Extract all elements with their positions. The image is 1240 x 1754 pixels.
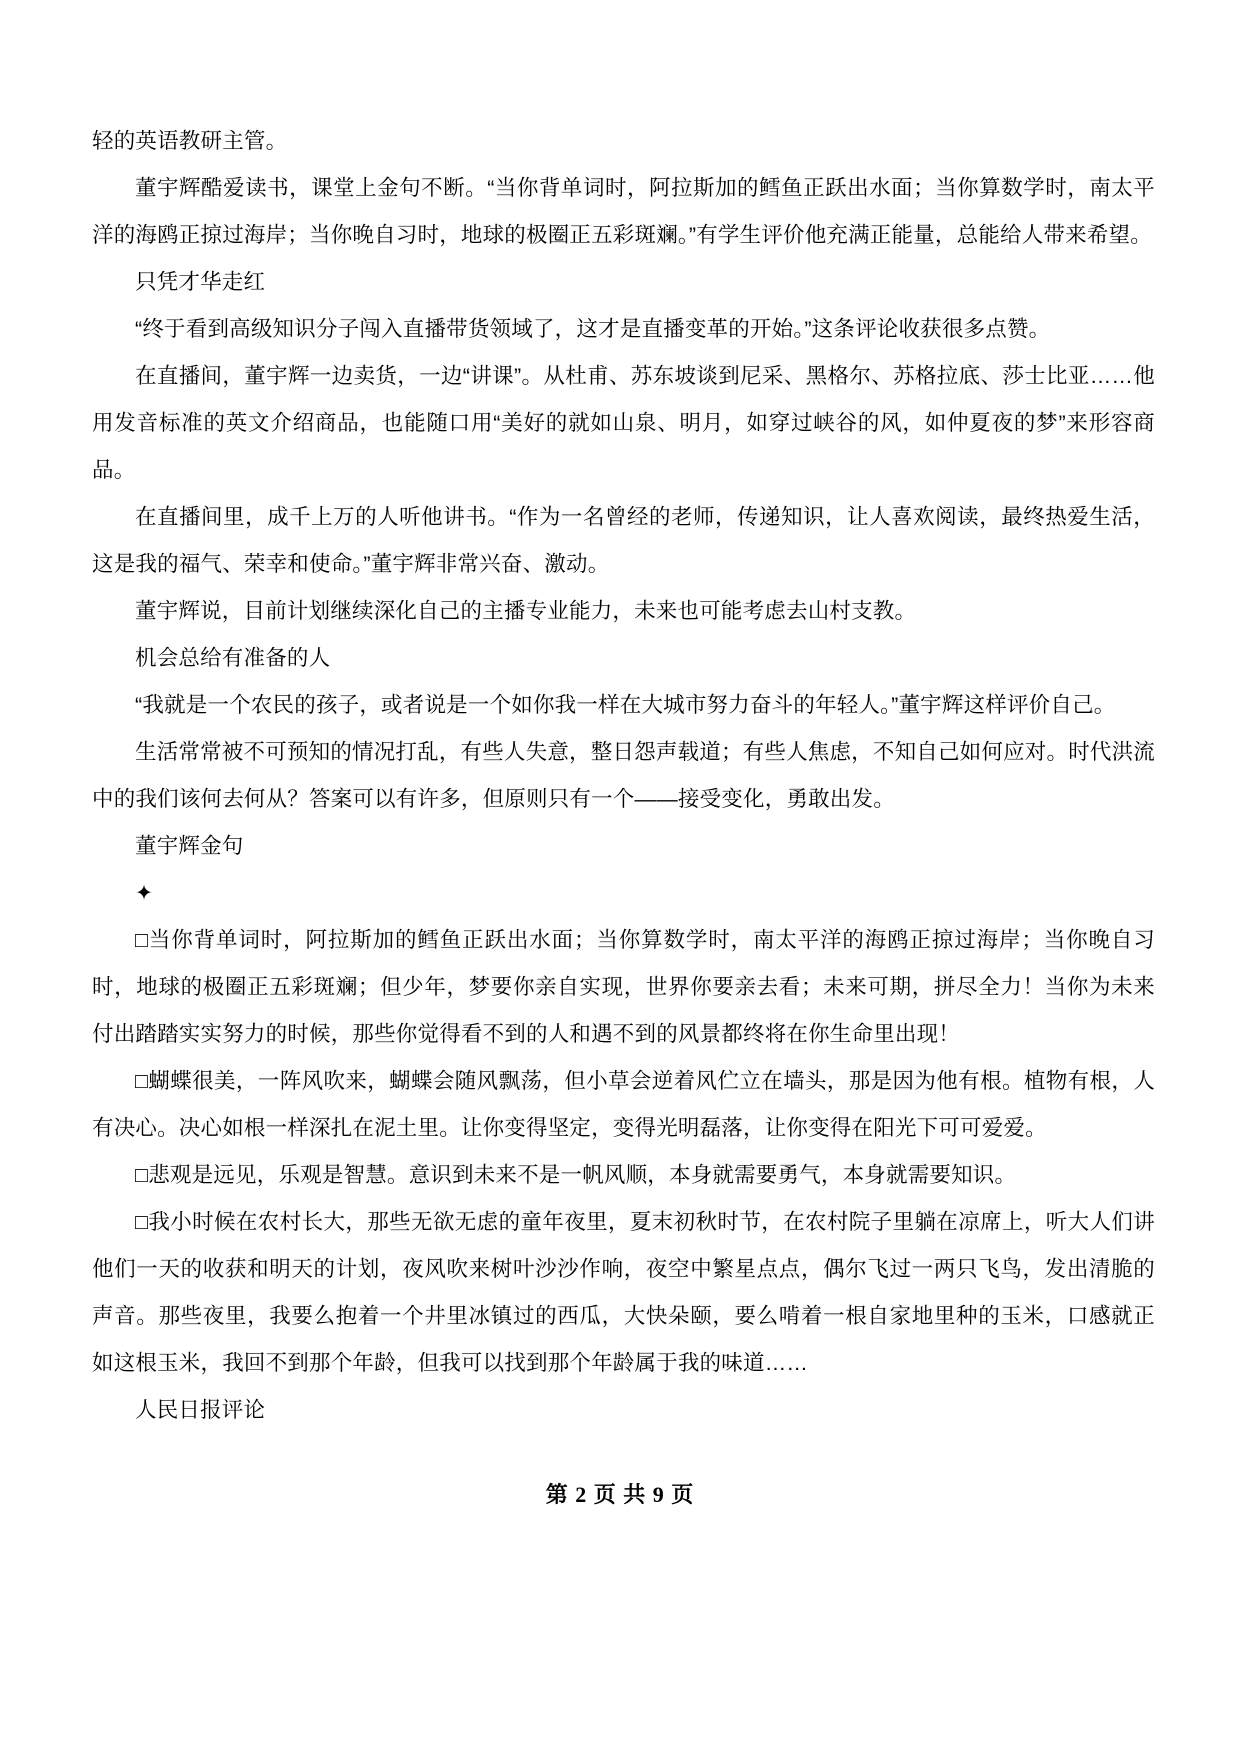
square-bullet-icon: □ xyxy=(135,1163,149,1187)
subheading-talent: 只凭才华走红 xyxy=(135,270,266,294)
square-bullet-icon: □ xyxy=(135,1210,149,1234)
list-item-text: 悲观是远见，乐观是智慧。意识到未来不是一帆风顺，本身就需要勇气，本身就需要知识。 xyxy=(148,1163,1017,1187)
list-item xyxy=(92,1199,1155,1387)
square-bullet-icon: □ xyxy=(135,928,149,952)
document-body xyxy=(92,118,1155,1434)
paragraph: “我就是一个农民的孩子，或者说是一个如你我一样在大城市努力奋斗的年轻人。”董宇辉这样评价自己。 xyxy=(135,693,1116,717)
list-item-text: 蝴蝶很美，一阵风吹来，蝴蝶会随风飘荡，但小草会逆着风伫立在墙头，那是因为他有根。植物有根，人有决心。决心如根一样深扎在泥土里。让你变得坚定，变得光明磊落，让你变得在阳光下可可爱爱。 xyxy=(92,1069,1155,1140)
subheading-opportunity: 机会总给有准备的人 xyxy=(135,646,331,670)
paragraph: 董宇辉说，目前计划继续深化自己的主播专业能力，未来也可能考虑去山村支教。 xyxy=(135,599,917,623)
subheading-golden-quotes: 董宇辉金句 xyxy=(135,834,244,858)
paragraph: 在直播间里，成千上万的人听他讲书。“作为一名曾经的老师，传递知识，让人喜欢阅读，最终热爱生活，这是我的福气、荣幸和使命。”董宇辉非常兴奋、激动。 xyxy=(92,505,1155,576)
paragraph: 在直播间，董宇辉一边卖货，一边“讲课”。从杜甫、苏东坡谈到尼采、黑格尔、苏格拉底、莎士比亚……他用发音标准的英文介绍商品，也能随口用“美好的就如山泉、明月，如穿过峡谷的风，如仲夏夜的梦”来形容商品。 xyxy=(92,364,1155,482)
diamond-marker-icon: ✦ xyxy=(135,881,154,905)
paragraph-continuation: 轻的英语教研主管。 xyxy=(92,129,288,153)
subheading-peoples-daily: 人民日报评论 xyxy=(135,1398,266,1422)
list-item-text: 当你背单词时，阿拉斯加的鳕鱼正跃出水面；当你算数学时，南太平洋的海鸥正掠过海岸；当你晚自习时，地球的极圈正五彩斑斓；但少年，梦要你亲自实现，世界你要亲去看；未来可期，拼尽全力！当你为未来付出踏踏实实努力的时候，那些你觉得看不到的人和遇不到的风景都终将在你生命里出现！ xyxy=(92,928,1155,1046)
paragraph: 董宇辉酷爱读书，课堂上金句不断。“当你背单词时，阿拉斯加的鳕鱼正跃出水面；当你算数学时，南太平洋的海鸥正掠过海岸；当你晚自习时，地球的极圈正五彩斑斓。”有学生评价他充满正能量，总能给人带来希望。 xyxy=(92,176,1155,247)
paragraph: “终于看到高级知识分子闯入直播带货领域了，这才是直播变革的开始。”这条评论收获很多点赞。 xyxy=(135,317,1051,341)
list-item xyxy=(92,1058,1155,1152)
square-bullet-icon: □ xyxy=(135,1069,149,1093)
paragraph: 生活常常被不可预知的情况打乱，有些人失意，整日怨声载道；有些人焦虑，不知自己如何应对。时代洪流中的我们该何去何从？答案可以有许多，但原则只有一个——接受变化，勇敢出发。 xyxy=(92,740,1155,811)
list-item-text: 我小时候在农村长大，那些无欲无虑的童年夜里，夏末初秋时节，在农村院子里躺在凉席上，听大人们讲他们一天的收获和明天的计划，夜风吹来树叶沙沙作响，夜空中繁星点点，偶尔飞过一两只飞鸟，发出清脆的声音。那些夜里，我要么抱着一个井里冰镇过的西瓜，大快朵颐，要么啃着一根自家地里种的玉米，口感就正如这根玉米，我回不到那个年龄，但我可以找到那个年龄属于我的味道…… xyxy=(92,1210,1155,1375)
page-number-label: 第 2 页 共 9 页 xyxy=(545,1482,695,1507)
page-footer xyxy=(0,1478,1240,1509)
list-item xyxy=(92,1152,1155,1199)
list-item xyxy=(92,917,1155,1058)
